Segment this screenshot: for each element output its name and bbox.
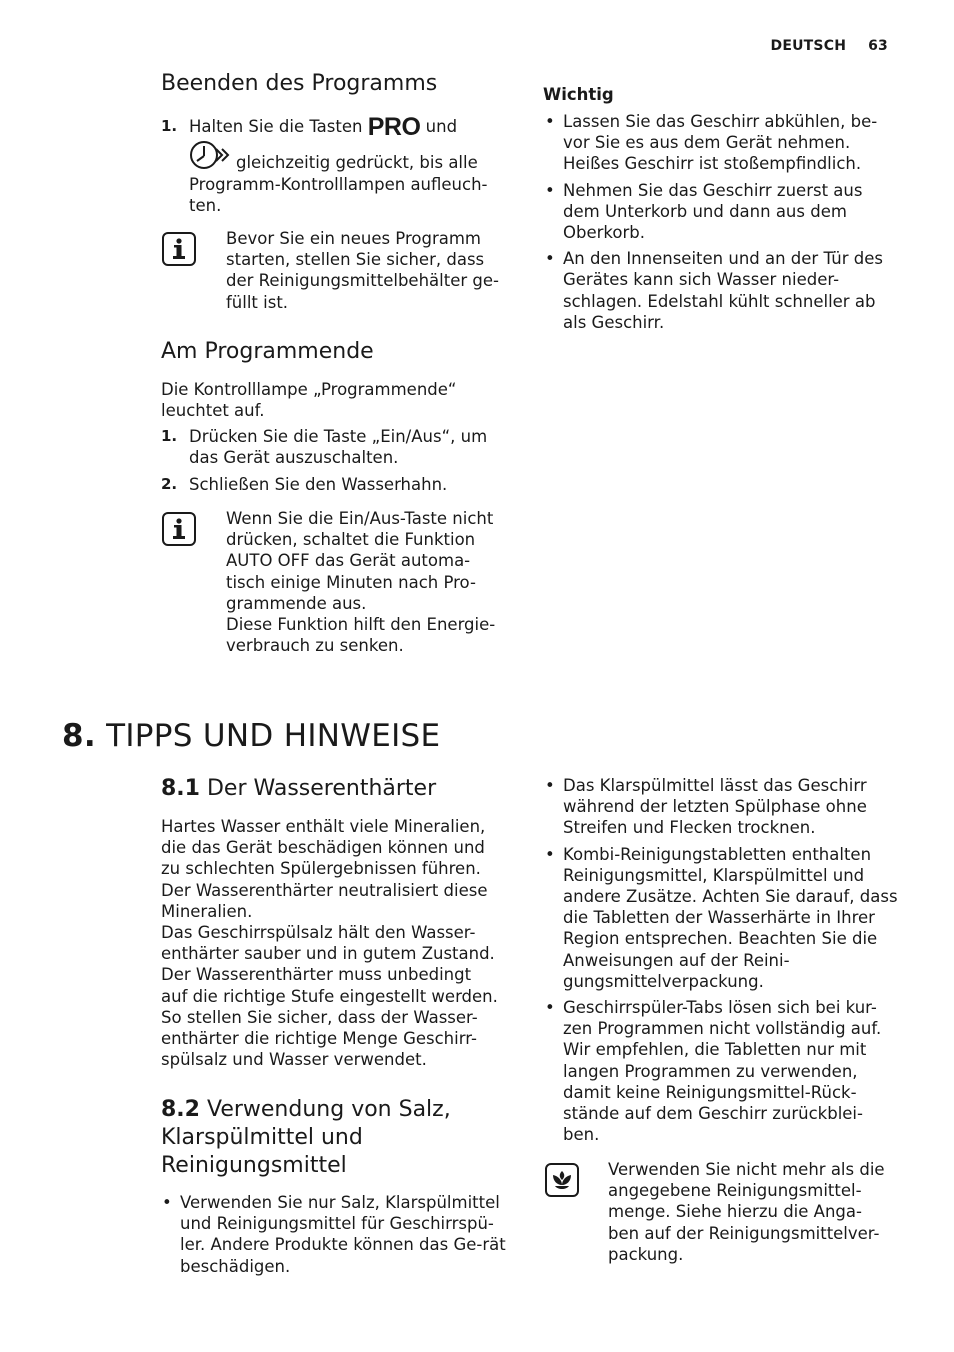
body-line: zu schlechten Spülergebnissen führen. xyxy=(161,859,481,879)
body-line: Der Wasserenthärter neutralisiert diese xyxy=(161,880,488,900)
list-item: • An den Innenseiten und an der Tür des Gerätes kann sich Wasser nieder-schlagen. Edelstahl kühlt schneller ab als Geschirr. xyxy=(544,248,896,333)
body-line: Hartes Wasser enthält viele Mineralien, xyxy=(161,817,486,836)
note-line: menge. Siehe hierzu die Anga- xyxy=(608,1202,862,1222)
page-number: 63 xyxy=(868,38,888,54)
chapter-title-text: TIPPS UND HINWEISE xyxy=(106,718,441,754)
body-line: Der Wasserenthärter muss unbedingt xyxy=(161,965,472,985)
list-item: • Kombi-Reinigungstabletten enthalten Reinigungsmittel, Klarspülmittel und andere Zusätze. Achten Sie darauf, dass die Tabletten der Wasserhärte in Ihrer Region entsprechen. Beachten Sie die Anweisungen auf der Reini-gungsmittelverpackung. xyxy=(544,844,898,992)
running-header xyxy=(771,38,888,54)
list-item: • Geschirrspüler-Tabs lösen sich bei kur-zen Programmen nicht vollständig auf. Wir empfehlen, die Tabletten nur mit langen Programmen zu verwenden, damit keine Reinigungsmittel-Rück-stände auf dem Geschirr zurückblei-ben. xyxy=(544,997,898,1145)
heading-8-2 xyxy=(161,1096,521,1180)
body-line: enthärter die richtige Menge Geschirr- xyxy=(161,1029,477,1049)
note-line: tisch einige Minuten nach Pro- xyxy=(226,572,476,592)
section-8-1-body xyxy=(161,816,521,1070)
note-line: AUTO OFF das Gerät automa- xyxy=(226,551,471,571)
body-line: spülsalz und Wasser verwendet. xyxy=(161,1050,427,1070)
heading-8-1 xyxy=(161,775,436,803)
section-title-line: Verwendung von Salz, xyxy=(206,1097,451,1122)
environment-icon xyxy=(545,1163,579,1197)
step-number: 2. xyxy=(161,475,178,493)
step-text-part4: ten. xyxy=(189,196,222,216)
chapter-title xyxy=(62,716,440,756)
section-title-line: Reinigungsmittel xyxy=(161,1153,347,1178)
step-text-part3: Programm-Kontrolllampen aufleuch- xyxy=(189,175,488,194)
note-auto-off xyxy=(226,508,526,656)
step-text: Schließen Sie den Wasserhahn. xyxy=(189,475,448,494)
heading-am-programmende: Am Programmende xyxy=(161,339,374,364)
wichtig-list xyxy=(544,111,896,338)
chapter-number: 8. xyxy=(62,718,96,754)
section-number: 8.2 xyxy=(161,1097,200,1122)
body-line: So stellen Sie sicher, dass der Wasser- xyxy=(161,1007,478,1027)
note-line: packung. xyxy=(608,1244,684,1264)
step-text-und: und xyxy=(425,117,458,136)
step-text-part1: Halten Sie die Tasten xyxy=(189,117,363,136)
note-line: grammende aus. xyxy=(226,593,367,613)
wichtig-label: Wichtig xyxy=(543,85,614,104)
heading-beenden-des-programms: Beenden des Programms xyxy=(161,71,438,96)
list-item: • Lassen Sie das Geschirr abkühlen, be-vor Sie es aus dem Gerät nehmen. Heißes Geschirr ist stoßempfindlich. xyxy=(544,111,896,175)
note-line: verbrauch zu senken. xyxy=(226,636,404,656)
tips-list xyxy=(544,775,898,1150)
info-icon xyxy=(162,232,196,266)
section-title-line: Klarspülmittel und xyxy=(161,1125,363,1150)
body-line: Das Geschirrspülsalz hält den Wasser- xyxy=(161,923,476,943)
body-line: Mineralien. xyxy=(161,901,253,921)
header-language: DEUTSCH xyxy=(770,38,847,54)
note-reinigungsmittel-menge xyxy=(608,1159,908,1265)
step-text: Drücken Sie die Taste „Ein/Aus“, um das Gerät auszuschalten. xyxy=(189,427,488,468)
note-line: ben auf der Reinigungsmittelver- xyxy=(608,1223,880,1243)
step-number: 1. xyxy=(161,427,178,445)
section-title: Der Wasserenthärter xyxy=(206,776,437,801)
list-item: • Das Klarspülmittel lässt das Geschirr während der letzten Spülphase ohne Streifen und Flecken trocknen. xyxy=(544,775,898,839)
step-text-part2: gleichzeitig gedrückt, bis alle xyxy=(236,153,478,172)
list-item: • Nehmen Sie das Geschirr zuerst aus dem Unterkorb und dann aus dem Oberkorb. xyxy=(544,180,896,244)
note-line: drücken, schaltet die Funktion xyxy=(226,530,476,550)
note-line: Wenn Sie die Ein/Aus-Taste nicht xyxy=(226,509,494,528)
section-8-2-list xyxy=(161,1192,513,1282)
note-line: Diese Funktion hilft den Energie- xyxy=(226,615,496,635)
delay-start-icon xyxy=(189,140,235,174)
list-item: • Verwenden Sie nur Salz, Klarspülmittel und Reinigungsmittel für Geschirrspü-ler. Andere Produkte können das Ge-rät beschädigen. xyxy=(161,1192,513,1277)
body-line: die das Gerät beschädigen können und xyxy=(161,838,485,858)
programmende-intro: Die Kontrolllampe „Programmende“ leuchtet auf. xyxy=(161,380,457,421)
body-line: enthärter sauber und in gutem Zustand. xyxy=(161,944,495,964)
info-icon xyxy=(162,512,196,546)
body-line: auf die richtige Stufe eingestellt werden. xyxy=(161,986,498,1006)
step-number: 1. xyxy=(161,117,178,135)
pro-button-icon: PRO xyxy=(367,113,421,141)
note-line: Verwenden Sie nicht mehr als die xyxy=(608,1160,885,1179)
note-line: angegebene Reinigungsmittel- xyxy=(608,1181,862,1201)
note-ein-programm: Bevor Sie ein neues Programm starten, stellen Sie sicher, dass der Reinigungsmittelbehälter ge-füllt ist. xyxy=(226,229,499,312)
section-number: 8.1 xyxy=(161,776,200,801)
